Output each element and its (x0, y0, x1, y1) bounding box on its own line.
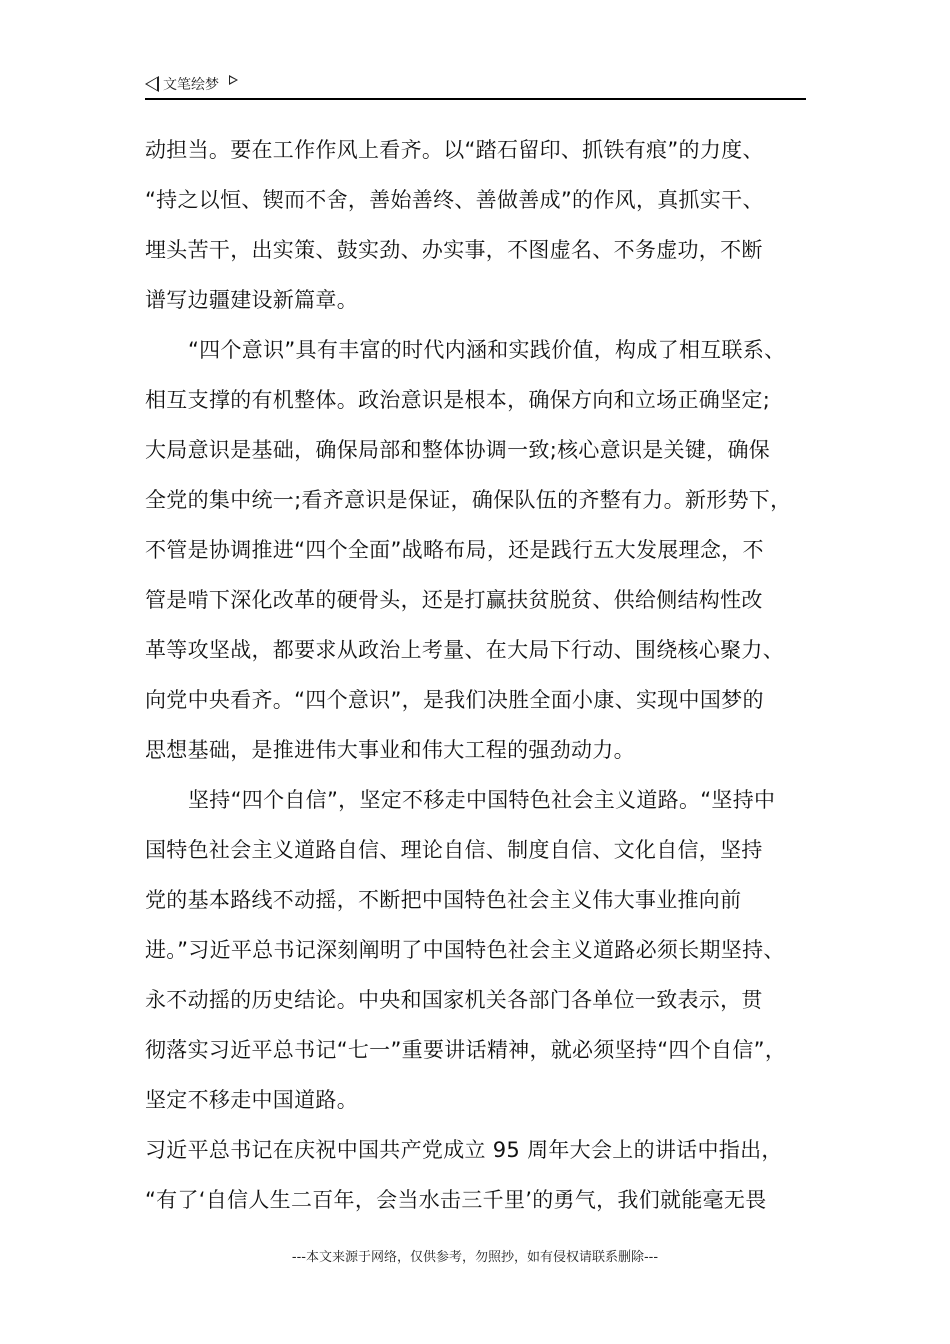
header-brand (145, 72, 238, 96)
text-line: 全党的集中统一;看齐意识是保证，确保队伍的齐整有力。新形势下， (145, 488, 792, 512)
text-line: 进。”习近平总书记深刻阐明了中国特色社会主义道路必须长期坚持、 (145, 938, 785, 962)
text-line: 埋头苦干，出实策、鼓实劲、办实事，不图虚名、不务虚功，不断 (145, 238, 763, 262)
text-line: “持之以恒、锲而不舍，善始善终、善做善成”的作风，真抓实干、 (145, 188, 764, 212)
text-line: 党的基本路线不动摇，不断把中国特色社会主义伟大事业推向前 (145, 888, 742, 912)
paragraph-first-line: “四个意识”具有丰富的时代内涵和实践价值，构成了相互联系、 (188, 338, 786, 362)
text-line: 管是啃下深化改革的硬骨头，还是打赢扶贫脱贫、供给侧结构性改 (145, 588, 763, 612)
text-line: 谱写边疆建设新篇章。 (145, 288, 358, 312)
text-line: 大局意识是基础，确保局部和整体协调一致;核心意识是关键，确保 (145, 438, 771, 462)
text-line: 思想基础，是推进伟大事业和伟大工程的强劲动力。 (145, 738, 635, 762)
text-line: 彻落实习近平总书记“七一”重要讲话精神，就必须坚持“四个自信”， (145, 1038, 787, 1062)
text-line: 习近平总书记在庆祝中国共产党成立 95 周年大会上的讲话中指出， (145, 1138, 783, 1162)
text-line: 革等攻坚战，都要求从政治上考量、在大局下行动、围绕核心聚力、 (145, 638, 784, 662)
page-footer-disclaimer: ---本文来源于网络，仅供参考，勿照抄，如有侵权请联系删除--- (291, 1250, 659, 1265)
text-line: 坚定不移走中国道路。 (145, 1088, 358, 1112)
text-line: 相互支撑的有机整体。政治意识是根本，确保方向和立场正确坚定; (145, 388, 771, 412)
text-line: “有了‘自信人生二百年，会当水击三千里’的勇气，我们就能毫无畏 (145, 1188, 767, 1212)
text-line: 向党中央看齐。“四个意识”，是我们决胜全面小康、实现中国梦的 (145, 688, 764, 712)
page-header (145, 72, 806, 100)
triangle-right-icon (229, 75, 238, 85)
text-line: 永不动摇的历史结论。中央和国家机关各部门各单位一致表示，贯 (145, 988, 763, 1012)
text-line: 国特色社会主义道路自信、理论自信、制度自信、文化自信，坚持 (145, 838, 763, 862)
triangle-left-icon (145, 76, 159, 92)
text-line: 动担当。要在工作作风上看齐。以“踏石留印、抓铁有痕”的力度、 (145, 138, 764, 162)
text-line: 不管是协调推进“四个全面”战略布局，还是践行五大发展理念，不 (145, 538, 764, 562)
paragraph-first-line: 坚持“四个自信”，坚定不移走中国特色社会主义道路。“坚持中 (188, 788, 776, 812)
header-title: 文笔绘梦 (163, 77, 219, 93)
